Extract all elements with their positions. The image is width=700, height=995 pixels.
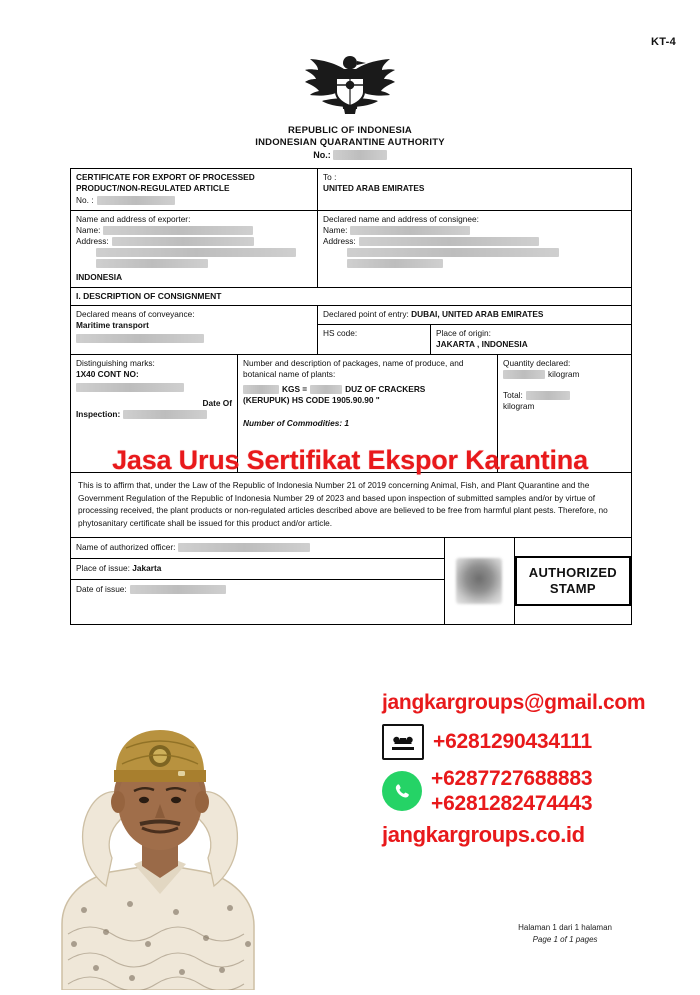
exporter-cell	[71, 211, 317, 287]
redacted-value	[76, 383, 184, 392]
quantity-unit: kilogram	[548, 369, 580, 379]
consignee-address-label: Address:	[323, 236, 356, 246]
certificate-no-row	[0, 150, 700, 160]
page-count-en: Page 1 of 1 pages	[532, 935, 598, 944]
form-row-section-i	[71, 288, 631, 306]
phone-row	[382, 724, 682, 760]
redacted-value	[130, 585, 226, 594]
origin-cell	[430, 325, 631, 354]
form-row-conveyance	[71, 306, 631, 355]
watermark-text: Jasa Urus Sertifikat Ekspor Karantina	[112, 445, 588, 475]
stamp-line-2: STAMP	[549, 581, 596, 596]
officer-photo	[445, 538, 515, 624]
whatsapp-number-1[interactable]: +6287727688883	[431, 767, 593, 790]
page-footer	[518, 922, 612, 946]
redacted-value	[243, 385, 279, 394]
consignee-country-cell	[317, 169, 631, 210]
consignee-name-label: Name:	[323, 225, 348, 235]
officer-label: Name of authorized officer:	[76, 542, 176, 552]
exporter-address-label: Address:	[76, 236, 109, 246]
marks-cell	[71, 355, 237, 472]
packages-label-line1: Number and description of packages, name of produce, and	[243, 358, 464, 368]
authorized-stamp-wrap	[515, 538, 631, 624]
redacted-value	[359, 237, 539, 246]
packages-cell	[237, 355, 497, 472]
redacted-value	[503, 370, 545, 379]
form-row-title	[71, 169, 631, 211]
republic-line: REPUBLIC OF INDONESIA	[287, 125, 412, 136]
commodities-count: Number of Commodities: 1	[243, 418, 350, 428]
blurred-photo	[456, 558, 502, 604]
garuda-pancasila-emblem	[0, 52, 700, 118]
stamp-line-1: AUTHORIZED	[528, 565, 617, 580]
exporter-name-field	[76, 225, 312, 236]
hs-origin-row	[318, 325, 631, 354]
consignee-cell	[317, 211, 631, 287]
certificate-no-label: No.:	[313, 150, 331, 160]
inspection-label: Inspection:	[76, 409, 121, 419]
form-row-parties	[71, 211, 631, 288]
redacted-value	[76, 334, 204, 343]
origin-label: Place of origin:	[436, 328, 491, 338]
place-field	[71, 559, 444, 580]
whatsapp-icon	[382, 771, 422, 811]
certificate-title-cell	[71, 169, 317, 210]
document-header	[0, 125, 700, 160]
issuance-details	[71, 538, 444, 624]
conveyance-label: Declared means of conveyance:	[76, 309, 195, 319]
to-value: UNITED ARAB EMIRATES	[323, 183, 425, 193]
origin-value: JAKARTA , INDONESIA	[436, 339, 528, 349]
officer-field	[71, 538, 444, 559]
certificate-title-line2: PRODUCT/NON-REGULATED ARTICLE	[76, 183, 230, 193]
certificate-number-field	[76, 195, 312, 206]
consignee-address-redact-2	[323, 247, 626, 258]
page-count-id: Halaman 1 dari 1 halaman	[518, 923, 612, 932]
consignee-name-field	[323, 225, 626, 236]
conveyance-cell	[71, 306, 317, 354]
man-adjusting-songkok-photo	[10, 672, 320, 990]
to-label: To :	[323, 172, 337, 182]
telephone-icon	[382, 724, 424, 760]
hs-code-cell	[318, 325, 430, 354]
quantity-value-row	[503, 369, 626, 380]
quantity-cell	[497, 355, 631, 472]
form-code: KT-4	[650, 36, 676, 48]
consignee-address-redact-3	[323, 258, 626, 269]
total-unit: kilogram	[503, 401, 535, 411]
place-label: Place of issue:	[76, 563, 130, 573]
consignee-header: Declared name and address of consignee:	[323, 214, 479, 224]
exporter-name-label: Name:	[76, 225, 101, 235]
whatsapp-row	[382, 766, 682, 816]
packages-value-line1	[243, 384, 492, 395]
contact-promo-block	[382, 690, 682, 848]
form-row-signature	[71, 538, 631, 624]
total-row	[503, 390, 626, 401]
exporter-address-redact-3	[76, 258, 312, 269]
marks-value: 1X40 CONT NO:	[76, 369, 139, 379]
redacted-value	[103, 226, 253, 235]
packages-value-line2: (KERUPUK) HS CODE 1905.90.90 "	[243, 395, 380, 405]
affirmation-statement: This is to affirm that, under the Law of the Republic of Indonesia Number 21 of 2019 concerning Animal, Fish, and Plant Quarantine and the Government Regulation of the Republic of Indonesia Number 29 of 2023 and based upon inspection of submitted samples and/or by virtue of processing received, the plant products or non-regulated articles described above are believed to be free from harmful plant pests. Therefore, no phytosanitary certificate shall be issued for this product and/or article.	[71, 473, 631, 538]
redacted-value	[347, 248, 559, 257]
certificate-number-label: No. :	[76, 195, 94, 205]
exporter-address-field	[76, 236, 312, 247]
redacted-value	[97, 196, 175, 205]
entry-point-row	[318, 306, 631, 325]
date-field	[71, 580, 444, 600]
redacted-value	[96, 248, 296, 257]
whatsapp-number-2[interactable]: +6281282474443	[431, 792, 593, 815]
certificate-form	[70, 168, 632, 625]
redacted-value	[96, 259, 208, 268]
date-label: Date of issue:	[76, 584, 127, 594]
form-row-goods	[71, 355, 631, 473]
redacted-certificate-no	[333, 150, 387, 160]
whatsapp-numbers[interactable]	[431, 766, 592, 816]
redacted-value	[123, 410, 207, 419]
phone-number[interactable]: +6281290434111	[433, 730, 592, 753]
packages-desc: DUZ OF CRACKERS	[345, 384, 426, 394]
exporter-header: Name and address of exporter:	[76, 214, 191, 224]
authorized-stamp	[515, 556, 631, 606]
redacted-value	[347, 259, 443, 268]
hs-code-label: HS code:	[323, 328, 358, 338]
inspection-date-field	[76, 409, 232, 420]
redacted-value	[112, 237, 254, 246]
redacted-value	[526, 391, 570, 400]
consignee-address-field	[323, 236, 626, 247]
certificate-title-line1: CERTIFICATE FOR EXPORT OF PROCESSED	[76, 172, 255, 182]
packages-kgs-label: KGS =	[282, 384, 308, 394]
place-value: Jakarta	[132, 563, 162, 573]
date-of-label: Date Of	[202, 398, 232, 408]
exporter-address-redact-2	[76, 247, 312, 258]
marks-label: Distinguishing marks:	[76, 358, 155, 368]
entry-point-label: Declared point of entry:	[323, 309, 409, 319]
total-label: Total:	[503, 390, 523, 400]
website-url[interactable]: jangkargroups.co.id	[382, 822, 585, 847]
redacted-value	[350, 226, 470, 235]
packages-label-line2: botanical name of plants:	[243, 369, 336, 379]
quantity-declared-label: Quantity declared:	[503, 358, 571, 368]
section-i-title: I. DESCRIPTION OF CONSIGNMENT	[76, 291, 222, 301]
redacted-value	[178, 543, 310, 552]
exporter-country: INDONESIA	[76, 272, 123, 282]
contact-email[interactable]: jangkargroups@gmail.com	[382, 691, 646, 714]
authority-line: INDONESIAN QUARANTINE AUTHORITY	[255, 137, 445, 148]
conveyance-value: Maritime transport	[76, 320, 149, 330]
entry-point-value: DUBAI, UNITED ARAB EMIRATES	[411, 309, 544, 319]
entry-origin-cell	[317, 306, 631, 354]
stamp-area	[444, 538, 631, 624]
redacted-value	[310, 385, 342, 394]
